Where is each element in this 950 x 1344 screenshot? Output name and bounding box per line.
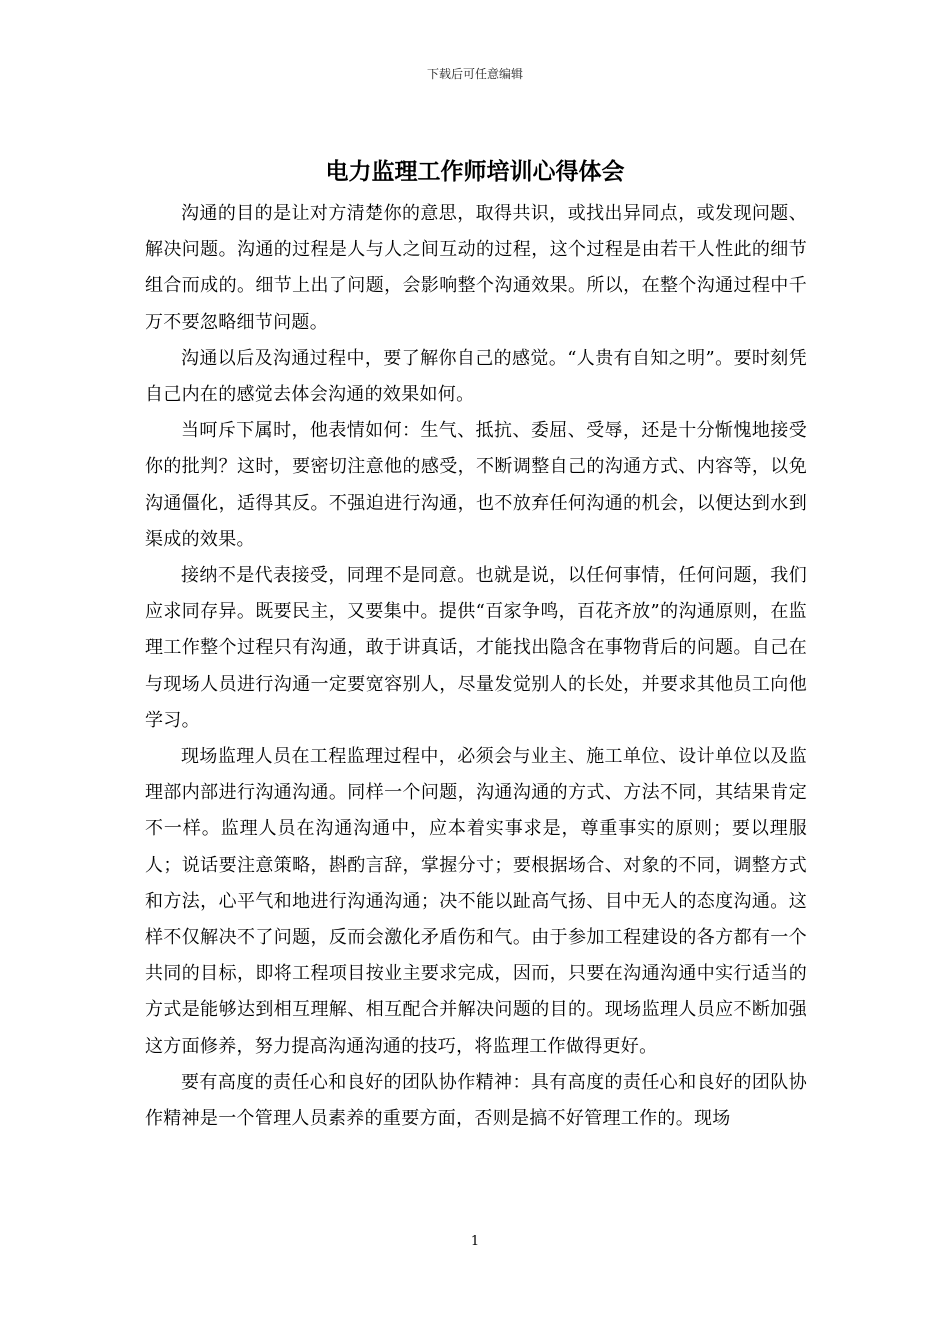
paragraph-5: 现场监理人员在工程监理过程中，必须会与业主、施工单位、设计单位以及监理部内部进行沟通沟通。同样一个问题，沟通沟通的方式、方法不同，其结果肯定不一样。监理人员在沟通沟通中，应本着实事求是，尊重事实的原则；要以理服人；说话要注意策略，斟酌言辞，掌握分寸；要根据场合、对象的不同，调整方式和方法，心平气和地进行沟通沟通；决不能以趾高气扬、目中无人的态度沟通。这样不仅解决不了问题，反而会激化矛盾伤和气。由于参加工程建设的各方都有一个共同的目标，即将工程项目按业主要求完成，因而，只要在沟通沟通中实行适当的方式是能够达到相互理解、相互配合并解决问题的目的。现场监理人员应不断加强这方面修养，努力提高沟通沟通的技巧，将监理工作做得更好。 bbox=[145, 746, 807, 1057]
paragraph-4: 接纳不是代表接受，同理不是同意。也就是说，以任何事情，任何问题，我们应求同存异。既要民主，又要集中。提供“百家争鸣，百花齐放”的沟通原则，在监理工作整个过程只有沟通，敢于讲真话，才能找出隐含在事物背后的问题。自己在与现场人员进行沟通一定要宽容别人，尽量发觉别人的长处，并要求其他员工向他学习。 bbox=[145, 565, 807, 731]
page-header-note: 下载后可任意编辑 bbox=[426, 67, 523, 81]
document-body bbox=[145, 196, 807, 1137]
page-number: 1 bbox=[470, 1234, 480, 1249]
paragraph-3: 当呵斥下属时，他表情如何：生气、抵抗、委屈、受辱，还是十分惭愧地接受你的批判？这时，要密切注意他的感受，不断调整自己的沟通方式、内容等，以免沟通僵化，适得其反。不强迫进行沟通，也不放弃任何沟通的机会，以便达到水到渠成的效果。 bbox=[145, 420, 807, 550]
paragraph-6: 要有高度的责任心和良好的团队协作精神：具有高度的责任心和良好的团队协作精神是一个管理人员素养的重要方面，否则是搞不好管理工作的。现场 bbox=[145, 1071, 807, 1130]
document-title: 电力监理工作师培训心得体会 bbox=[325, 159, 625, 185]
paragraph-2: 沟通以后及沟通过程中，要了解你自己的感觉。“人贵有自知之明”。要时刻凭自己内在的感觉去体会沟通的效果如何。 bbox=[145, 347, 807, 406]
paragraph-1: 沟通的目的是让对方清楚你的意思，取得共识，或找出异同点，或发现问题、解决问题。沟通的过程是人与人之间互动的过程，这个过程是由若干人性此的细节组合而成的。细节上出了问题，会影响整个沟通效果。所以，在整个沟通过程中千万不要忽略细节问题。 bbox=[145, 203, 807, 333]
